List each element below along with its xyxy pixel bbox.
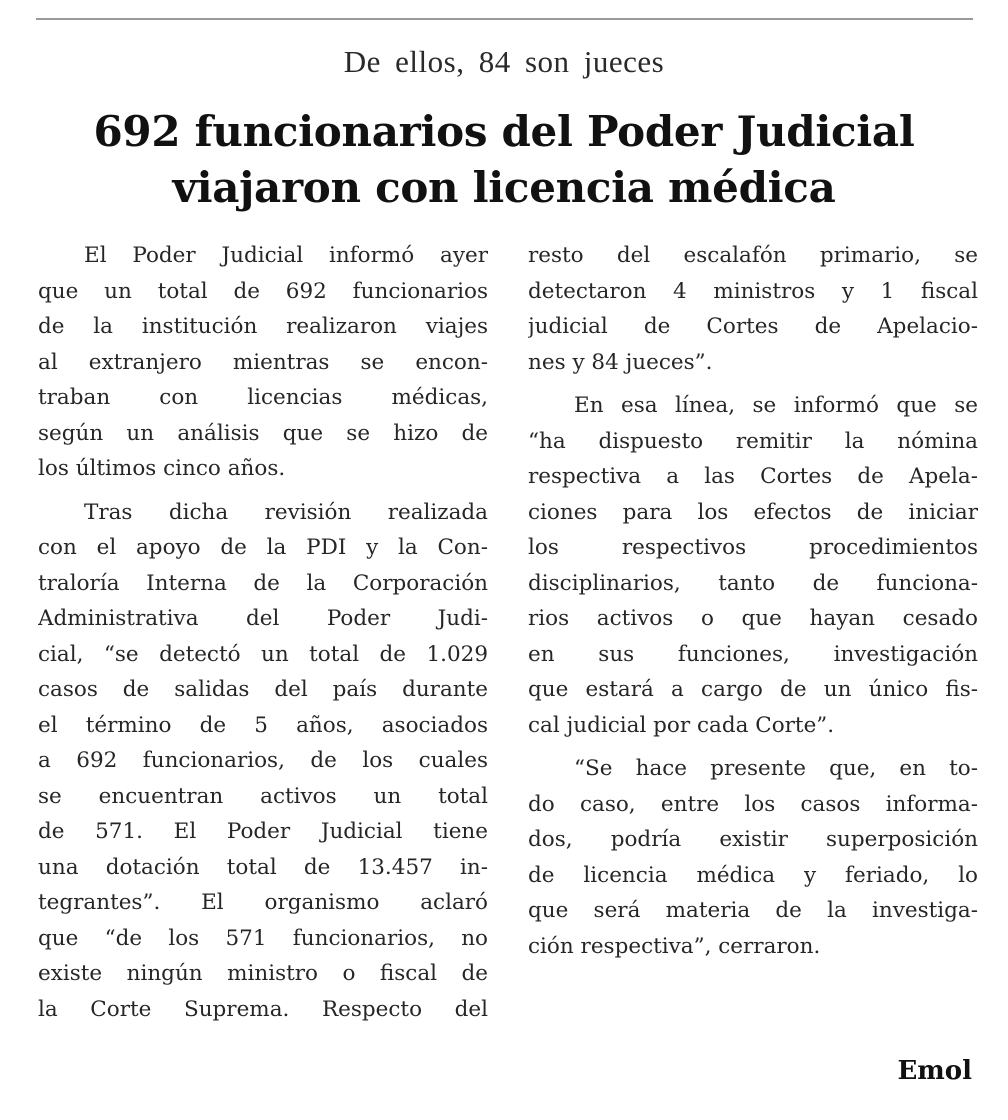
text-line: respectiva a las Cortes de Apela- <box>528 464 978 489</box>
text-line: En esa línea, se informó que se <box>574 393 978 418</box>
paragraph-gap <box>528 380 978 388</box>
article-paragraph <box>38 238 488 487</box>
text-line: de la institución realizaron viajes <box>38 314 488 339</box>
text-line: El Poder Judicial informó ayer <box>84 243 488 268</box>
text-line: rios activos o que hayan cesado <box>528 606 978 631</box>
text-line: ción respectiva”, cerraron. <box>528 933 821 959</box>
text-line: dos, podría existir superposición <box>528 827 978 852</box>
text-line: una dotación total de 13.457 in- <box>38 854 488 880</box>
text-line: que un total de 692 funcionarios <box>38 278 488 304</box>
article-paragraph <box>528 751 978 964</box>
text-line: judicial de Cortes de Apelacio- <box>528 314 978 339</box>
text-line: el término de 5 años, asociados <box>38 712 488 738</box>
article-paragraph <box>528 238 978 380</box>
headline-line: viajaron con licencia médica <box>172 163 836 212</box>
text-line: ciones para los efectos de iniciar <box>528 499 978 525</box>
text-line: con el apoyo de la PDI y la Con- <box>38 535 488 560</box>
text-line: nes y 84 jueces”. <box>528 349 713 375</box>
article-column-left <box>38 238 488 1027</box>
text-line: que “de los 571 funcionarios, no <box>38 925 488 951</box>
text-line: traban con licencias médicas, <box>38 385 488 410</box>
text-line: según un análisis que se hizo de <box>38 420 488 446</box>
text-line: “ha dispuesto remitir la nómina <box>528 428 978 454</box>
text-line: cal judicial por cada Corte”. <box>528 712 835 738</box>
text-line: de 571. El Poder Judicial tiene <box>38 819 488 844</box>
text-line: tegrantes”. El organismo aclaró <box>38 890 488 915</box>
paragraph-gap <box>528 743 978 751</box>
article-paragraph <box>38 495 488 1028</box>
text-line: cial, “se detectó un total de 1.029 <box>38 641 488 667</box>
text-line: disciplinarios, tanto de funciona- <box>528 570 978 596</box>
text-line: se encuentran activos un total <box>38 783 488 809</box>
article-kicker: De ellos, 84 son jueces <box>343 44 665 79</box>
paragraph-gap <box>38 487 488 495</box>
text-line: en sus funciones, investigación <box>528 641 978 667</box>
text-line: de licencia médica y feriado, lo <box>528 862 978 888</box>
headline-line: 692 funcionarios del Poder Judicial <box>93 107 915 156</box>
article-column-right <box>528 238 978 964</box>
top-rule <box>36 18 973 20</box>
article-headline <box>60 104 948 216</box>
text-line: traloría Interna de la Corporación <box>38 570 488 596</box>
text-line: casos de salidas del país durante <box>38 677 488 702</box>
text-line: la Corte Suprema. Respecto del <box>38 996 488 1022</box>
text-line: detectaron 4 ministros y 1 fiscal <box>528 278 978 304</box>
text-line: a 692 funcionarios, de los cuales <box>38 748 488 773</box>
text-line: que será materia de la investiga- <box>528 898 978 923</box>
text-line: los últimos cinco años. <box>38 456 286 481</box>
text-line: existe ningún ministro o fiscal de <box>38 961 488 986</box>
text-line: Tras dicha revisión realizada <box>84 499 488 525</box>
text-line: que estará a cargo de un único fis- <box>528 677 978 702</box>
text-line: al extranjero mientras se encon- <box>38 349 488 375</box>
text-line: do caso, entre los casos informa- <box>528 791 978 817</box>
text-line: los respectivos procedimientos <box>528 535 978 560</box>
text-line: “Se hace presente que, en to- <box>574 756 978 781</box>
article-paragraph <box>528 388 978 743</box>
text-line: resto del escalafón primario, se <box>528 243 978 268</box>
text-line: Administrativa del Poder Judi- <box>38 606 488 631</box>
article-byline: Emol <box>897 1056 972 1086</box>
